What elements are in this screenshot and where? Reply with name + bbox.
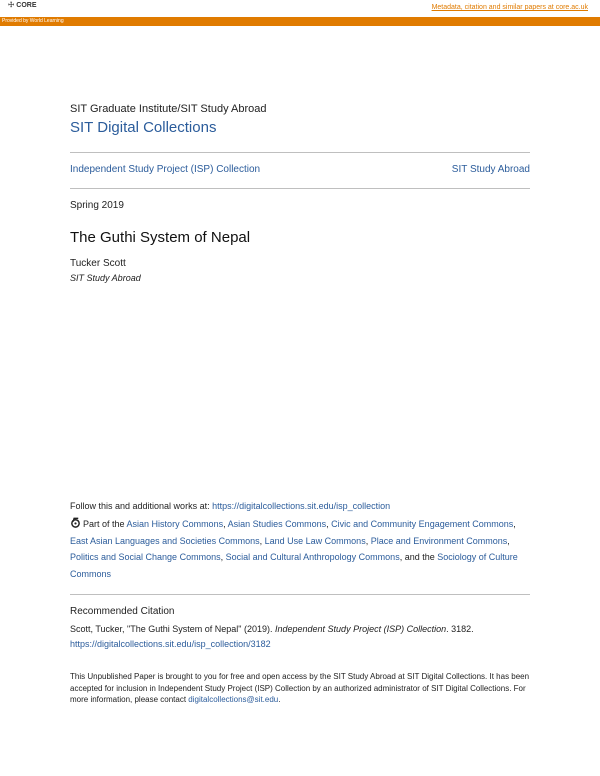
divider-bottom <box>70 594 530 595</box>
commons-separator: , <box>220 552 226 562</box>
citation-text: Scott, Tucker, "The Guthi System of Nepal" (2019). <box>70 624 273 634</box>
access-notice <box>70 671 532 706</box>
commons-link[interactable]: Sociology of Culture Commons <box>70 552 518 579</box>
commons-link[interactable]: Asian Studies Commons <box>227 519 327 529</box>
divider-middle <box>70 188 530 189</box>
provided-by-bar <box>0 17 600 26</box>
citation-url-link[interactable]: https://digitalcollections.sit.edu/isp_collection/3182 <box>70 639 271 649</box>
citation-block <box>70 622 532 652</box>
notice-text: This Unpublished Paper is brought to you for free and open access by the SIT Study Abroad at SIT Digital Collections. It has been accepted for inclusion in Independent Study Project (ISP) Collection by an authorized administrator of SIT Digital Collections. For more information, please contact <box>70 672 530 704</box>
commons-link[interactable]: Place and Environment Commons <box>370 535 508 546</box>
isp-collection-link[interactable]: Independent Study Project (ISP) Collection <box>70 164 261 175</box>
author-affiliation: SIT Study Abroad <box>70 273 141 283</box>
commons-link[interactable]: East Asian Languages and Societies Commons <box>70 535 260 546</box>
contact-email-link[interactable]: digitalcollections@sit.edu <box>188 695 279 704</box>
commons-separator: , <box>365 535 371 546</box>
follow-line <box>70 501 390 511</box>
commons-separator: , <box>223 519 228 529</box>
paper-title: The Guthi System of Nepal <box>70 229 251 246</box>
commons-link[interactable]: Social and Cultural Anthropology Commons <box>225 552 400 562</box>
core-header <box>0 0 600 16</box>
follow-url-link[interactable]: https://digitalcollections.sit.edu/isp_collection <box>212 501 391 511</box>
commons-separator: , <box>507 535 510 546</box>
collection-title[interactable]: SIT Digital Collections <box>70 119 217 136</box>
publication-date: Spring 2019 <box>70 200 124 211</box>
sit-study-abroad-link[interactable]: SIT Study Abroad <box>451 164 530 175</box>
core-logo-icon: ☩ <box>8 2 15 9</box>
commons-links <box>70 519 518 579</box>
core-logo[interactable] <box>8 2 37 9</box>
core-metadata-link[interactable]: Metadata, citation and similar papers at core.ac.uk <box>431 4 588 11</box>
provided-by-text: Provided by World Learning <box>2 18 64 24</box>
open-access-icon <box>70 517 81 528</box>
author-name: Tucker Scott <box>70 258 126 269</box>
commons-list <box>70 516 532 582</box>
citation-number: . 3182. <box>446 624 474 634</box>
commons-separator: , <box>259 535 265 546</box>
core-logo-text: CORE <box>16 2 37 9</box>
commons-separator: , <box>326 519 332 529</box>
recommended-citation-heading: Recommended Citation <box>70 606 175 617</box>
follow-prefix: Follow this and additional works at: <box>70 501 210 511</box>
commons-link[interactable]: Asian History Commons <box>126 519 224 529</box>
citation-journal: Independent Study Project (ISP) Collection <box>275 624 447 634</box>
institution-name: SIT Graduate Institute/SIT Study Abroad <box>70 103 267 115</box>
divider-top <box>70 152 530 153</box>
commons-link[interactable]: Land Use Law Commons <box>264 535 366 546</box>
commons-separator: , <box>513 519 516 529</box>
notice-end: . <box>278 695 281 704</box>
commons-and-separator: , and the <box>399 552 438 562</box>
part-of-prefix: Part of the <box>83 519 125 529</box>
commons-link[interactable]: Civic and Community Engagement Commons <box>331 519 514 529</box>
commons-link[interactable]: Politics and Social Change Commons <box>70 552 221 562</box>
